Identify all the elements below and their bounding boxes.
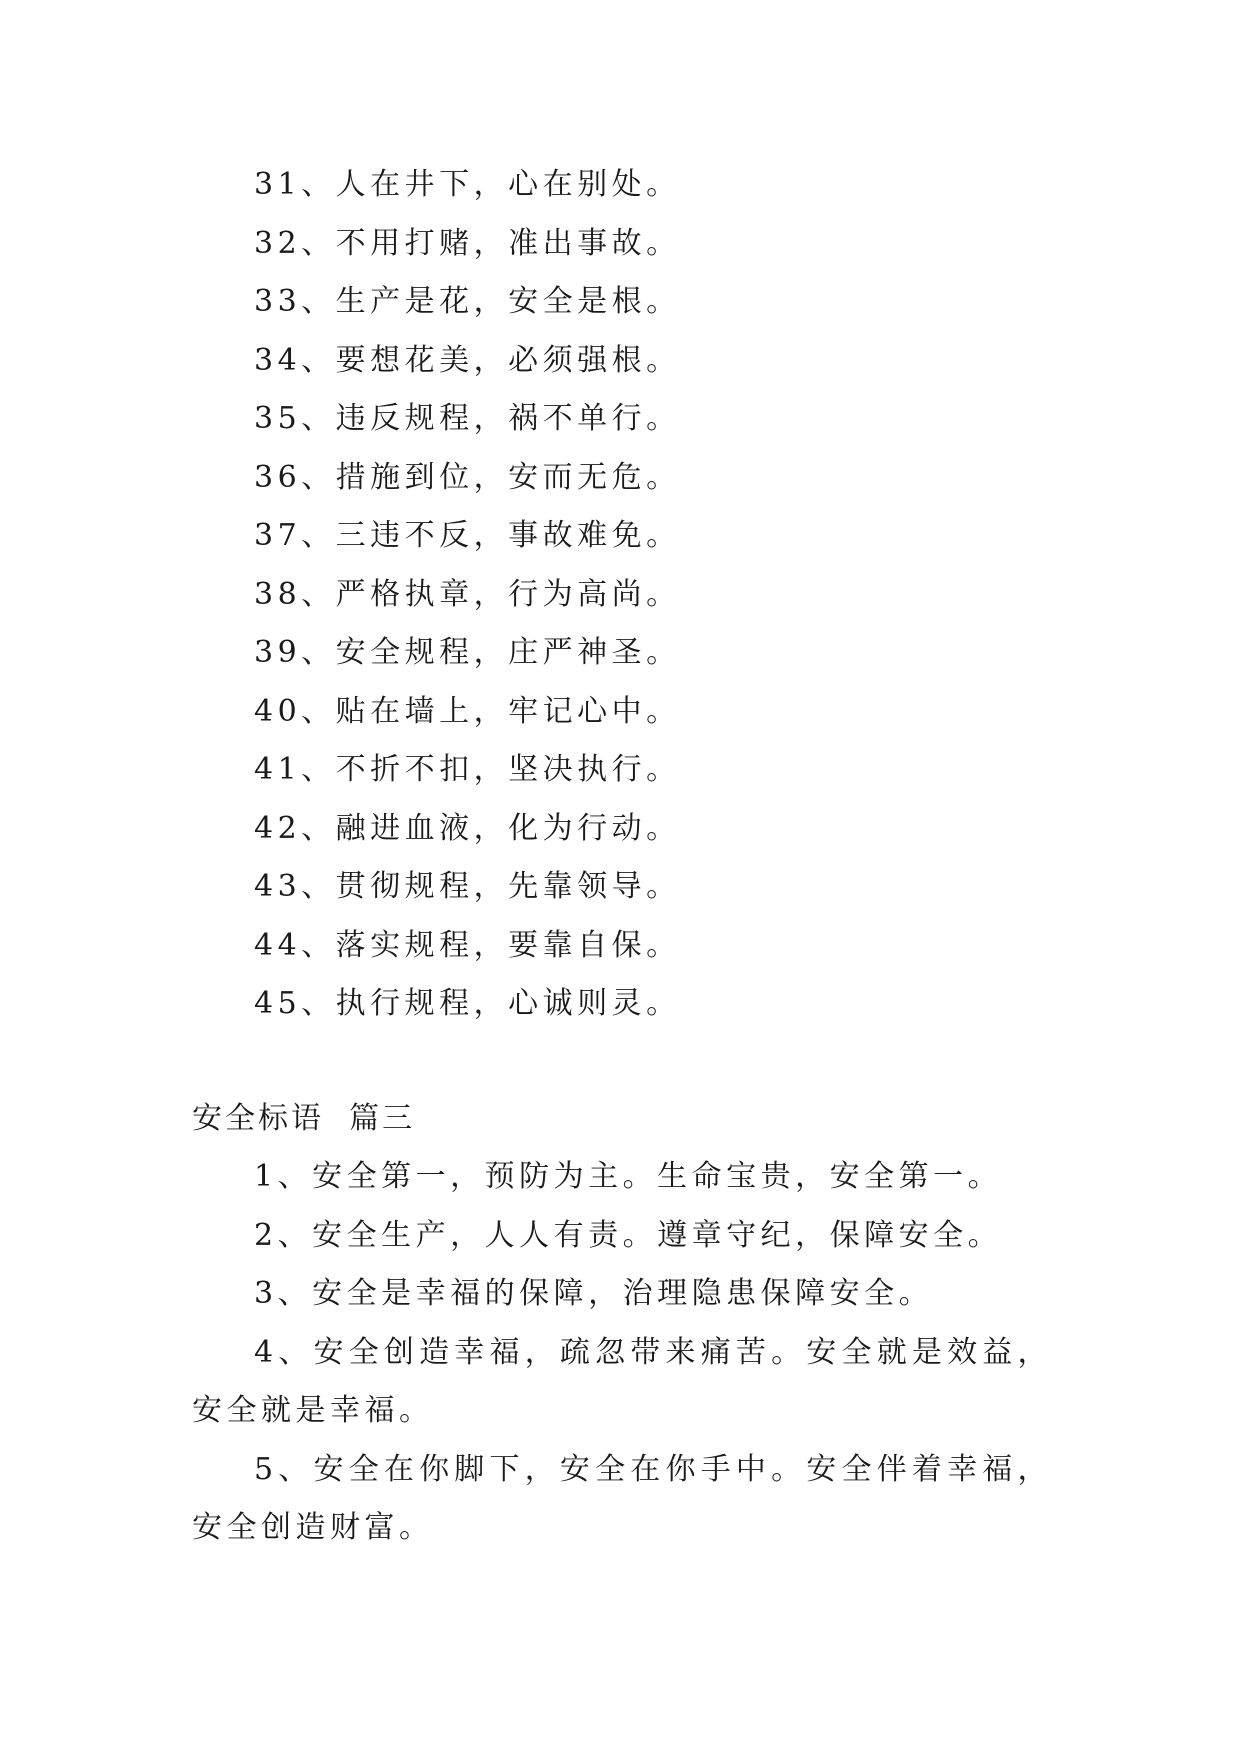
- paragraph: 3、安全是幸福的保障，治理隐患保障安全。: [254, 1276, 934, 1311]
- list-item: 37、三违不反，事故难免。: [254, 518, 681, 553]
- list-item: 44、落实规程，要靠自保。: [254, 927, 681, 963]
- list-item: 34、要想花美，必须强根。: [254, 342, 681, 378]
- list-item: 45、执行规程，心诚则灵。: [254, 986, 681, 1021]
- list-item: 41、不折不扣，坚决执行。: [254, 752, 681, 787]
- list-item: 40、贴在墙上，牢记心中。: [254, 693, 681, 729]
- section-body: [192, 1148, 1052, 1558]
- list-item: 32、不用打赌，准出事故。: [254, 225, 681, 261]
- list-item: 42、融进血液，化为行动。: [254, 810, 681, 846]
- paragraph: 4、安全创造幸福，疏忽带来痛苦。安全就是效益，安全就是幸福。: [192, 1334, 1052, 1428]
- list-item: 38、严格执章，行为高尚。: [254, 576, 681, 612]
- paragraph: 5、安全在你脚下，安全在你手中。安全伴着幸福，安全创造财富。: [192, 1451, 1052, 1545]
- list-item: 43、贯彻规程，先靠领导。: [254, 869, 681, 904]
- section-title: 安全标语 篇三: [192, 1101, 416, 1136]
- list-item: 35、违反规程，祸不单行。: [254, 401, 681, 436]
- list-item: 33、生产是花，安全是根。: [254, 284, 681, 319]
- list-item: 31、人在井下，心在别处。: [254, 167, 681, 202]
- paragraph: 2、安全生产，人人有责。遵章守纪，保障安全。: [254, 1217, 1003, 1253]
- list-item: 39、安全规程，庄严神圣。: [254, 635, 681, 670]
- slogan-list: [192, 156, 1052, 1034]
- paragraph: 1、安全第一，预防为主。生命宝贵，安全第一。: [254, 1159, 1003, 1194]
- list-item: 36、措施到位，安而无危。: [254, 459, 681, 495]
